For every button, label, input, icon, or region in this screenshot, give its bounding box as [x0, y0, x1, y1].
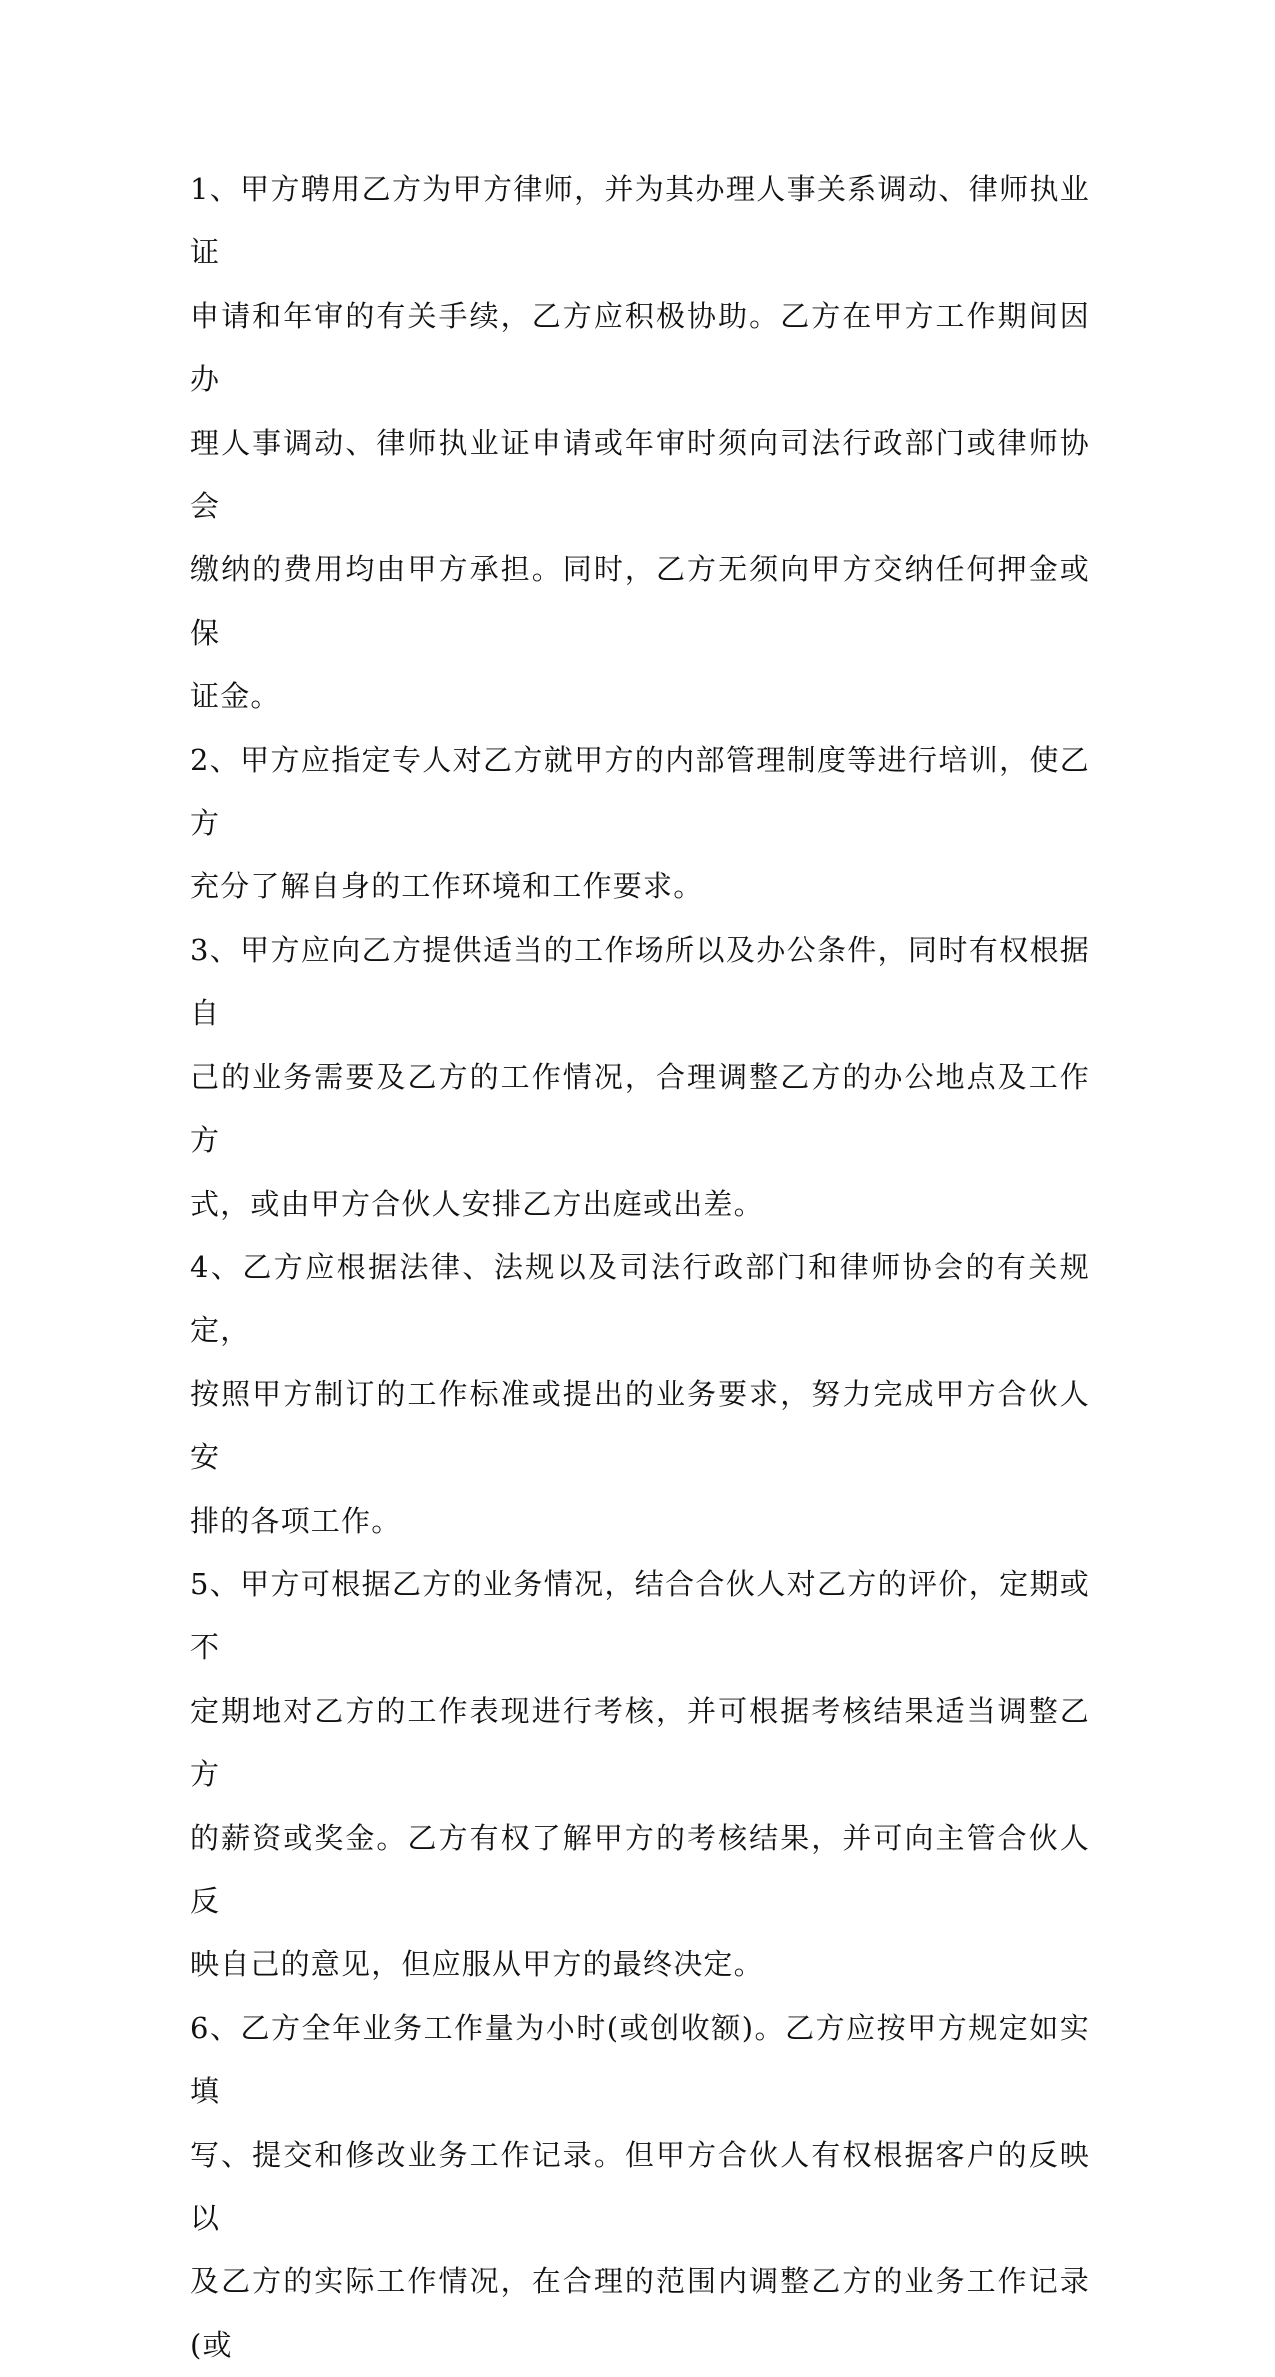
clause-line: 1、甲方聘用乙方为甲方律师，并为其办理人事关系调动、律师执业证: [190, 172, 1090, 270]
clause-5: [190, 1553, 1090, 1997]
clause-line: 申请和年审的有关手续，乙方应积极协助。乙方在甲方工作期间因办: [190, 298, 1090, 397]
clause-4: [190, 1236, 1090, 1553]
clause-line: 6、乙方全年业务工作量为小时(或创收额)。乙方应按甲方规定如实填: [190, 2010, 1090, 2109]
clause-3: [190, 919, 1090, 1236]
clause-line: 理人事调动、律师执业证申请或年审时须向司法行政部门或律师协会: [190, 425, 1090, 524]
clause-line: 排的各项工作。: [190, 1503, 402, 1538]
clause-line: 己的业务需要及乙方的工作情况，合理调整乙方的办公地点及工作方: [190, 1059, 1090, 1158]
clause-line: 定期地对乙方的工作表现进行考核，并可根据考核结果适当调整乙方: [190, 1693, 1090, 1792]
document-body: [190, 158, 1090, 2377]
clause-2: [190, 729, 1090, 919]
clause-line: 2、甲方应指定专人对乙方就甲方的内部管理制度等进行培训，使乙方: [190, 742, 1090, 841]
clause-6: [190, 1997, 1090, 2377]
clause-line: 4、乙方应根据法律、法规以及司法行政部门和律师协会的有关规定，: [190, 1249, 1090, 1348]
clause-line: 按照甲方制订的工作标准或提出的业务要求，努力完成甲方合伙人安: [190, 1376, 1090, 1475]
clause-line: 映自己的意见，但应服从甲方的最终决定。: [190, 1947, 764, 1982]
clause-line: 缴纳的费用均由甲方承担。同时，乙方无须向甲方交纳任何押金或保: [190, 552, 1090, 650]
clause-line: 证金。: [190, 679, 281, 714]
clause-line: 及乙方的实际工作情况，在合理的范围内调整乙方的业务工作记录(或: [190, 2264, 1090, 2362]
clause-line: 3、甲方应向乙方提供适当的工作场所以及办公条件，同时有权根据自: [190, 932, 1090, 1031]
clause-line: 5、甲方可根据乙方的业务情况，结合合伙人对乙方的评价，定期或不: [190, 1566, 1090, 1665]
clause-line: 式，或由甲方合伙人安排乙方出庭或出差。: [190, 1186, 764, 1221]
clause-line: 的薪资或奖金。乙方有权了解甲方的考核结果，并可向主管合伙人反: [190, 1820, 1090, 1918]
clause-line: 充分了解自身的工作环境和工作要求。: [190, 869, 704, 904]
clause-1: [190, 158, 1090, 729]
clause-line: 写、提交和修改业务工作记录。但甲方合伙人有权根据客户的反映以: [190, 2137, 1090, 2235]
